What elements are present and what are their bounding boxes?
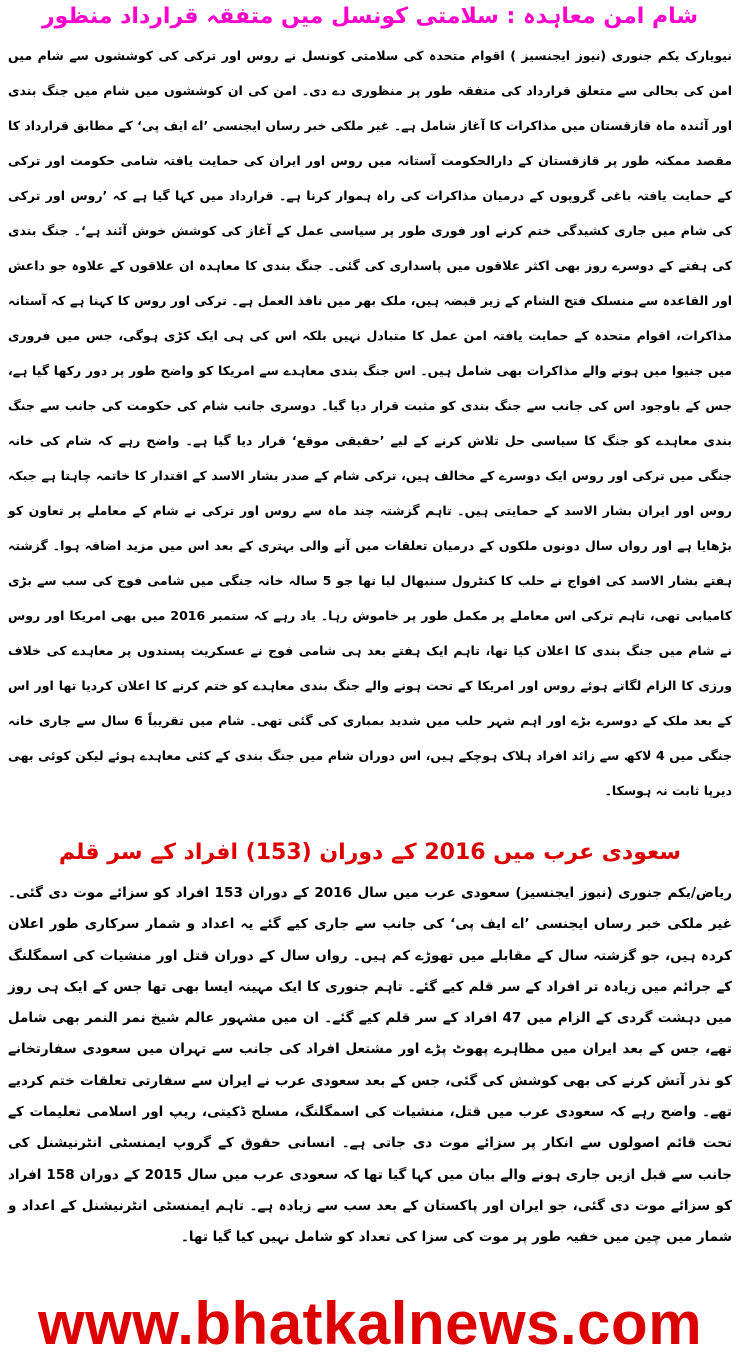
article1-body — [8, 38, 732, 818]
article2-body — [8, 878, 732, 1278]
website-url[interactable]: www.bhatkalnews.com — [37, 1290, 703, 1357]
article1-text: نیویارک یکم جنوری (نیوز ایجنسیز ) اقوام متحدہ کی سلامتی کونسل نے روس اور ترکی کی کوششوں سے شام میں امن کی بحالی سے متعلق قرارداد کی متفقہ طور پر منظوری دے دی۔ امن کی ان کوششوں میں شام میں جنگ بندی اور آئندہ ماہ قازقستان میں مذاکرات کا آغاز شامل ہے۔ غیر ملکی خبر رساں ایجنسی ’اے ایف پی‘ کے مطابق قرارداد کا مقصد ممکنہ طور پر قازقستان کے دارالحکومت آستانہ میں روس اور ایران کی حمایت یافتہ شامی حکومت اور ترکی کے حمایت یافتہ باغی گروپوں کے درمیان مذاکرات کی راہ ہموار کرنا ہے۔ قرارداد میں کہا گیا ہے کہ ’روس اور ترکی کی شام میں جاری کشیدگی ختم کرنے اور فوری طور پر سیاسی عمل کے آغاز کی کوشش خوش آئند ہے‘۔ جنگ بندی کی ہفتے کے دوسرے روز بھی اکثر علاقوں میں پاسداری کی گئی۔ جنگ بندی کا معاہدہ ان علاقوں کے علاوہ جو داعش اور القاعدہ سے منسلک فتح الشام کے زیر قبضہ ہیں، ملک بھر میں نافذ العمل ہے۔ ترکی اور روس کا کہنا ہے کہ آستانہ مذاکرات، اقوام متحدہ کے حمایت یافتہ امن عمل کا متبادل نہیں بلکہ اس کی ہی ایک کڑی ہوگی، جس میں فروری میں جنیوا میں ہونے والے مذاکرات بھی شامل ہیں۔ اس جنگ بندی معاہدے سے امریکا کو واضح طور پر دور رکھا گیا ہے، جس کے باوجود اس کی جانب سے جنگ بندی کو مثبت قرار دیا گیا۔ دوسری جانب شام کی حکومت کی جانب سے جنگ بندی معاہدے کو جنگ کا سیاسی حل تلاش کرنے کے لیے ’حقیقی موقع‘ قرار دیا گیا ہے۔ واضح رہے کہ شام کی خانہ جنگی میں ترکی اور روس ایک دوسرے کے مخالف ہیں، ترکی شام کے صدر بشار الاسد کے اقتدار کا خاتمہ چاہتا ہے جبکہ روس اور ایران بشار الاسد کے حمایتی ہیں۔ تاہم گزشتہ چند ماہ سے روس اور ترکی نے شام کے معاملے پر تعاون کو بڑھایا ہے اور رواں سال دونوں ملکوں کے درمیان تعلقات میں آنے والی بہتری کے بعد اس میں مزید اضافہ ہوا۔ گزشتہ ہفتے بشار الاسد کی افواج نے حلب کا کنٹرول سنبھال لیا تھا جو 5 سالہ خانہ جنگی میں شامی فوج کی سب سے بڑی کامیابی تھی، تاہم ترکی اس معاملے پر مکمل طور پر خاموش رہا۔ یاد رہے کہ ستمبر 2016 میں بھی امریکا اور روس نے شام میں جنگ بندی کا اعلان کیا تھا، تاہم ایک ہفتے بعد ہی شامی فوج نے عسکریت پسندوں پر معاہدے کی خلاف ورزی کا الزام لگاتے ہوئے روس اور امریکا کے تحت ہونے والے جنگ بندی معاہدے کو ختم کرنے کا اعلان کردیا تھا اور اس کے بعد ملک کے دوسرے بڑے اور اہم شہر حلب میں شدید بمباری کی گئی تھی۔ شام میں تقریباً 6 سال سے جاری خانہ جنگی میں 4 لاکھ سے زائد افراد ہلاک ہوچکے ہیں، اس دوران شام میں جنگ بندی کے کئی معاہدے ہوئے لیکن کوئی بھی دیرپا ثابت نہ ہوسکا۔ — [8, 48, 733, 798]
article2-headline: سعودی عرب میں 2016 کے دوران (153) افراد کے سر قلم — [58, 840, 682, 865]
article1-headline: شام امن معاہدہ : سلامتی کونسل میں متفقہ قرارداد منظور — [41, 4, 699, 29]
article2-text: ریاض/یکم جنوری (نیوز ایجنسیز) سعودی عرب میں سال 2016 کے دوران 153 افراد کو سزائے موت دی گئی۔ غیر ملکی خبر رساں ایجنسی ’اے ایف پی‘ کی جانب سے جاری کیے گئے یہ اعداد و شمار سرکاری طور اعلان کردہ ہیں، جو گزشتہ سال کے مقابلے میں تھوڑے کم ہیں۔ رواں سال کے دوران قتل اور منشیات کی اسمگلنگ کے جرائم میں زیادہ تر افراد کے سر قلم کیے گئے۔ تاہم جنوری کا ایک مہینہ ایسا بھی تھا جس کے ایک ہی روز میں دہشت گردی کے الزام میں 47 افراد کے سر قلم کیے گئے۔ ان میں مشہور عالم شیخ نمر النمر بھی شامل تھے، جس کے بعد ایران میں مظاہرے پھوٹ پڑے اور مشتعل افراد کی جانب سے تہران میں سعودی سفارتخانے کو نذر آتش کرنے کی بھی کوشش کی گئی، جس کے بعد سعودی عرب نے ایران سے سفارتی تعلقات ختم کردیے تھے۔ واضح رہے کہ سعودی عرب میں قتل، منشیات کی اسمگلنگ، مسلح ڈکیتی، ریپ اور اسلامی تعلیمات کے تحت قائم اصولوں سے انکار پر سزائے موت دی جاتی ہے۔ انسانی حقوق کے گروپ ایمنسٹی انٹرنیشنل کی جانب سے قبل ازیں جاری ہونے والے بیان میں کہا گیا تھا کہ سعودی عرب میں سال 2015 کے دوران 158 افراد کو سزائے موت دی گئی، جو ایران اور پاکستان کے بعد سب سے زیادہ ہے۔ تاہم ایمنسٹی انٹرنیشنل کے اعداد و شمار میں چین میں خفیہ طور پر موت کی سزا کی تعداد کو شامل نہیں کیا گیا تھا۔ — [8, 885, 733, 1246]
